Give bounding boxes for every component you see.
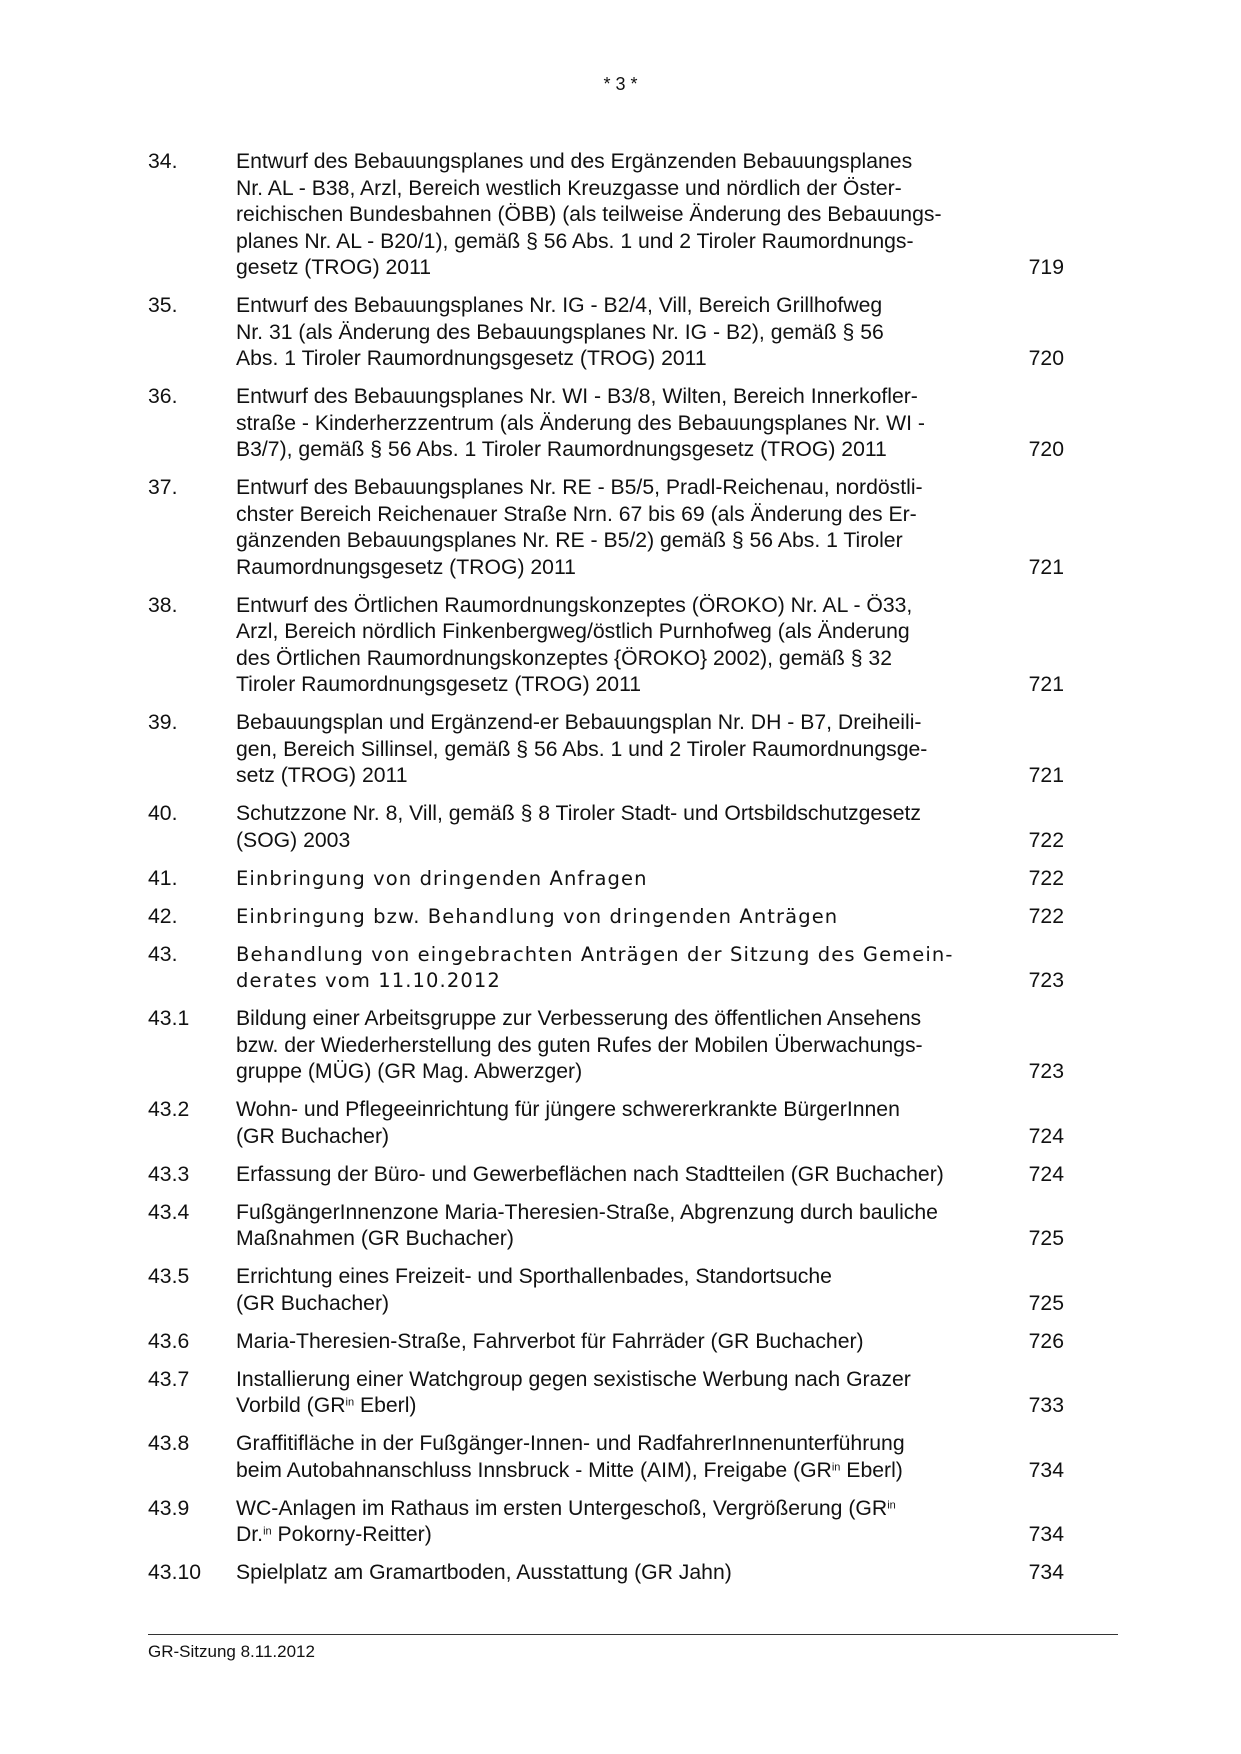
item-number: 38. [148,593,178,617]
toc-entry-39 [148,710,1098,790]
item-page: 720 [1028,438,1064,461]
toc-entry-43-3 [148,1162,1098,1189]
item-title: Bildung einer Arbeitsgruppe zur Verbesserung des öffentlichen Ansehens bzw. der Wiederherstellung des guten Rufes der Mobilen Überwachungs- gruppe (MÜG) (GR Mag. Abwerzger) [236,1007,923,1083]
item-title: Einbringung bzw. Behandlung von dringenden Anträgen [236,904,839,928]
item-number: 37. [148,476,178,499]
item-page: 724 [1028,1124,1064,1148]
superscript: in [345,1396,355,1409]
item-title [236,1431,1016,1484]
item-number: 43.2 [148,1098,190,1121]
title-text: Installierung einer Watchgroup gegen sexistische Werbung nach Grazer Vorbild (GR [236,1367,911,1417]
item-number: 36. [148,385,178,408]
item-title: Entwurf des Bebauungsplanes Nr. RE - B5/5, Pradl-Reichenau, nordöstli- chster Bereich Reichenauer Straße Nrn. 67 bis 69 (als Änderung des Er- gänzenden Bebauungsplanes Nr. RE - B5/2) gemäß § 56 Abs. 1 Tiroler Raumordnungsgesetz (TROG) 2011 [236,476,923,579]
item-number: 43.5 [148,1265,190,1288]
toc-entry-42 [148,904,1098,931]
item-page: 721 [1028,764,1064,787]
item-number: 43.4 [148,1200,190,1224]
item-page: 721 [1028,555,1064,579]
item-number: 43.10 [148,1561,202,1584]
page-number: * 3 * [603,74,638,94]
item-title: Entwurf des Bebauungsplanes Nr. WI - B3/8, Wilten, Bereich Innerkofler- straße - Kinderherzzentrum (als Änderung des Bebauungsplanes Nr. WI - B3/7), gemäß § 56 Abs. 1 Tiroler Raumordnungsgesetz (TROG) 2011 [236,385,925,461]
item-title: Einbringung von dringenden Anfragen [236,866,648,890]
toc-entry-43-6 [148,1329,1098,1356]
toc-entry-38 [148,593,1098,699]
title-text: Graffitifläche in der Fußgänger-Innen- und RadfahrerInnenunterführung beim Autobahnanschluss Innsbruck - Mitte (AIM), Freigabe (GR [236,1432,905,1482]
footer-divider [148,1634,1118,1635]
item-page: 722 [1028,866,1064,890]
toc-entry-43-9 [148,1496,1098,1549]
toc-entry-34 [148,149,1098,282]
item-number: 39. [148,711,178,734]
item-number: 34. [148,150,178,173]
superscript: in [831,1460,841,1473]
table-of-contents [148,149,1098,1598]
title-text: Eberl) [354,1394,417,1417]
item-title: Maria-Theresien-Straße, Fahrverbot für Fahrräder (GR Buchacher) [236,1329,864,1353]
item-page: 734 [1028,1561,1064,1584]
item-page: 734 [1028,1458,1064,1482]
item-number: 41. [148,866,178,890]
toc-entry-43-10 [148,1560,1098,1587]
toc-entry-43-7 [148,1367,1098,1420]
item-title [236,1367,1016,1420]
item-number: 43.1 [148,1007,190,1030]
item-page: 725 [1028,1291,1064,1315]
toc-entry-35 [148,293,1098,373]
item-title: Bebauungsplan und Ergänzend-er Bebauungsplan Nr. DH - B7, Dreiheili- gen, Bereich Sillinsel, gemäß § 56 Abs. 1 und 2 Tiroler Raumordnungsge- setz (TROG) 2011 [236,711,928,787]
toc-entry-43-8 [148,1431,1098,1484]
item-number: 40. [148,802,178,825]
item-page: 724 [1028,1162,1064,1186]
item-number: 43.3 [148,1162,190,1186]
item-page: 719 [1028,256,1064,279]
item-title: Wohn- und Pflegeeinrichtung für jüngere schwererkrankte BürgerInnen (GR Buchacher) [236,1098,900,1148]
item-number: 43.8 [148,1432,190,1455]
title-text: Pokorny-Reitter) [271,1523,432,1546]
item-title [236,1496,1016,1549]
item-number: 43.7 [148,1367,190,1391]
superscript: in [263,1525,272,1538]
item-page: 722 [1028,828,1064,852]
item-page: 723 [1028,969,1064,992]
toc-entry-43-2 [148,1097,1098,1150]
toc-entry-37 [148,475,1098,581]
toc-entry-41 [148,866,1098,893]
item-title: Entwurf des Bebauungsplanes Nr. IG - B2/4, Vill, Bereich Grillhofweg Nr. 31 (als Änderung des Bebauungsplanes Nr. IG - B2), gemäß § 56 Abs. 1 Tiroler Raumordnungsgesetz (TROG) 2011 [236,294,884,370]
title-text: WC-Anlagen im Rathaus im ersten Untergeschoß, Vergrößerung (GR [236,1496,888,1520]
item-title: Behandlung von eingebrachten Anträgen der Sitzung des Gemein- derates vom 11.10.2012 [236,942,954,992]
item-page: 725 [1028,1227,1064,1250]
item-title: Entwurf des Örtlichen Raumordnungskonzeptes (ÖROKO) Nr. AL - Ö33, Arzl, Bereich nördlich Finkenbergweg/östlich Purnhofweg (als Änderung des Örtlichen Raumordnungskonzeptes {ÖROKO} 2002), gemäß § 32 Tiroler Raumordnungsgesetz (TROG) 2011 [236,593,913,696]
item-number: 43.6 [148,1329,190,1353]
toc-entry-36 [148,384,1098,464]
item-number: 43.9 [148,1496,190,1520]
item-page: 726 [1028,1329,1064,1353]
item-title: FußgängerInnenzone Maria-Theresien-Straße, Abgrenzung durch bauliche Maßnahmen (GR Buchacher) [236,1200,938,1250]
footer-text: GR-Sitzung 8.11.2012 [148,1642,315,1661]
item-number: 35. [148,294,178,317]
item-page: 722 [1028,904,1064,928]
item-page: 720 [1028,347,1064,370]
item-title: Spielplatz am Gramartboden, Ausstattung (GR Jahn) [236,1561,732,1584]
item-title: Erfassung der Büro- und Gewerbeflächen nach Stadtteilen (GR Buchacher) [236,1162,944,1186]
item-title: Entwurf des Bebauungsplanes und des Ergänzenden Bebauungsplanes Nr. AL - B38, Arzl, Bereich westlich Kreuzgasse und nördlich der Öster- reichischen Bundesbahnen (ÖBB) (als teilweise Änderung des Bebauungs- planes Nr. AL - B20/1), gemäß § 56 Abs. 1 und 2 Tiroler Raumordnungs- gesetz (TROG) 2011 [236,150,942,279]
item-page: 723 [1028,1060,1064,1083]
toc-entry-40 [148,801,1098,854]
toc-entry-43-4 [148,1200,1098,1253]
item-title: Schutzzone Nr. 8, Vill, gemäß § 8 Tiroler Stadt- und Ortsbildschutzgesetz (SOG) 2003 [236,802,921,852]
toc-entry-43 [148,942,1098,995]
title-text: Eberl) [840,1458,903,1482]
superscript: in [887,1498,896,1511]
title-text: Dr. [236,1523,264,1546]
item-page: 721 [1028,673,1064,696]
toc-entry-43-5 [148,1264,1098,1317]
item-title: Errichtung eines Freizeit- und Sporthallenbades, Standortsuche (GR Buchacher) [236,1265,832,1315]
item-page: 734 [1028,1523,1064,1546]
item-page: 733 [1028,1394,1064,1417]
item-number: 43. [148,942,178,966]
toc-entry-43-1 [148,1006,1098,1086]
item-number: 42. [148,904,178,928]
